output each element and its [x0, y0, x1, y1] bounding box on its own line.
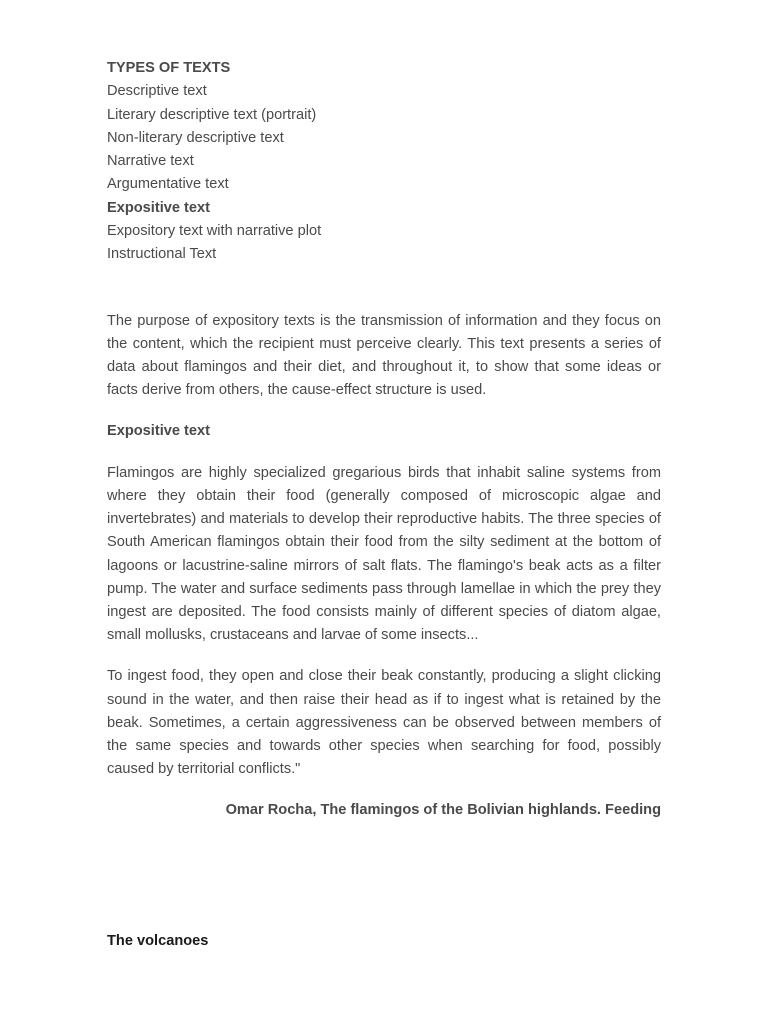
- type-item: Instructional Text: [107, 246, 217, 263]
- intro-paragraph: The purpose of expository texts is the transmission of information and they focus on the content, which the recipient must perceive clearly. This text presents a series of data about flamingos and their diet, and throughout it, to show that some ideas or facts derive from others, the cause-effect structure is used.: [107, 312, 661, 399]
- type-item: Literary descriptive text (portrait): [107, 106, 317, 123]
- type-item: Expository text with narrative plot: [107, 223, 322, 240]
- document-page: [107, 57, 661, 823]
- type-item: Argumentative text: [107, 176, 229, 193]
- type-item: Narrative text: [107, 153, 194, 170]
- body-paragraph: To ingest food, they open and close their beak constantly, producing a slight clicking sound in the water, and then raise their head as if to ingest what is retained by the beak. Sometimes, a certain aggressiveness can be observed between members of the same species and towards other species when searching for food, possibly caused by territorial conflicts.": [107, 668, 661, 778]
- next-section-heading: The volcanoes: [107, 933, 209, 949]
- type-item: Expositive text: [107, 199, 211, 216]
- type-item: Non-literary descriptive text: [107, 129, 284, 146]
- page-heading: TYPES OF TEXTS: [107, 60, 231, 76]
- type-item: Descriptive text: [107, 83, 207, 100]
- types-list: [107, 80, 661, 266]
- section-heading: Expositive text: [107, 423, 211, 440]
- body-paragraph: Flamingos are highly specialized gregarious birds that inhabit saline systems from where they obtain their food (generally composed of microscopic algae and invertebrates) and materials to develop their reproductive habits. The three species of South American flamingos obtain their food from the silty sediment at the bottom of lagoons or lacustrine-saline mirrors of salt flats. The flamingo's beak acts as a filter pump. The water and surface sediments pass through lamellae in which the prey they ingest are deposited. The food consists mainly of different species of diatom algae, small mollusks, crustaceans and larvae of some insects...: [107, 464, 661, 644]
- citation: Omar Rocha, The flamingos of the Bolivian highlands. Feeding: [225, 802, 661, 819]
